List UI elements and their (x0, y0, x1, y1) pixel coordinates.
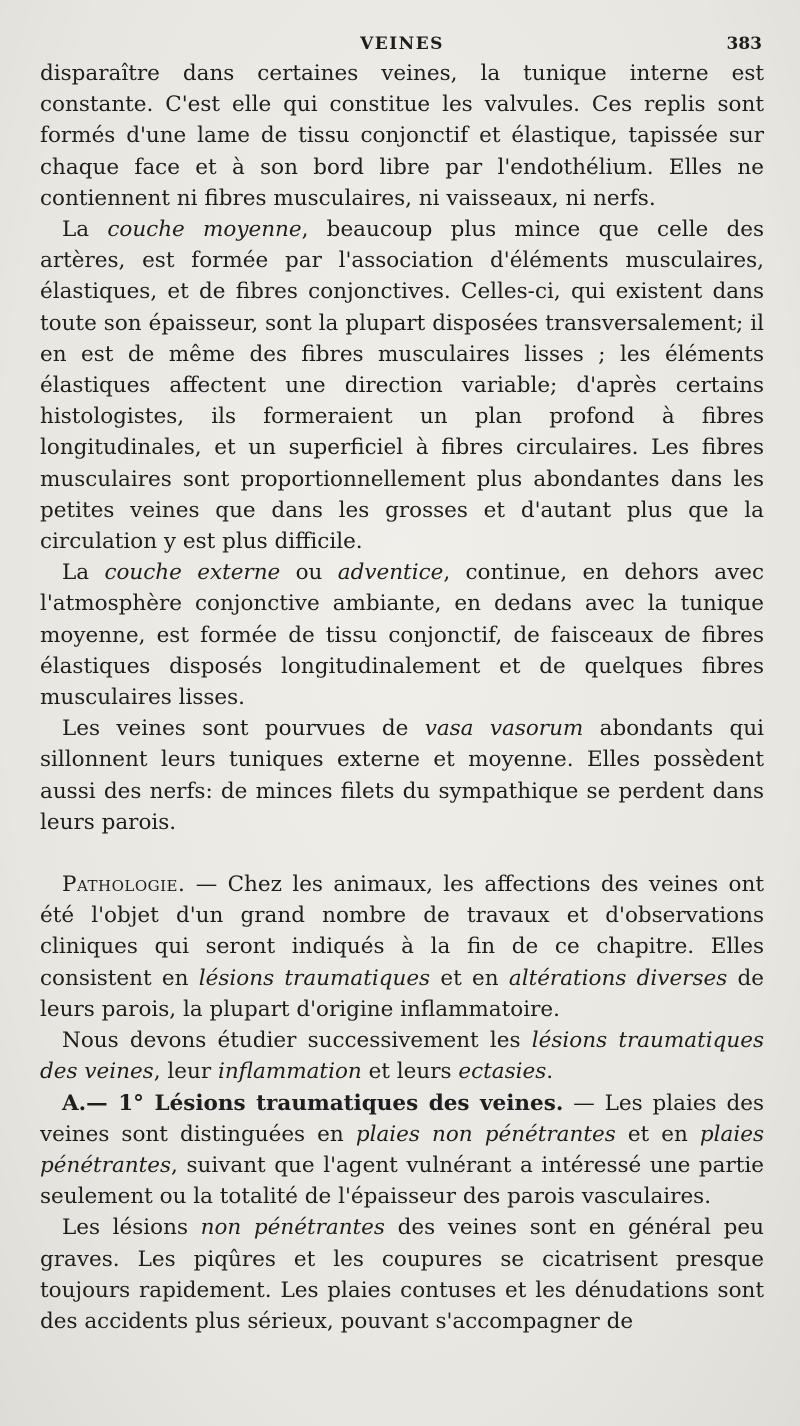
text-run: , beaucoup plus mince que celle des artères, est formée par l'association d'éléments musculaires, élastiques, et de fibres conjonctives. Celles-ci, qui existent dans toute son épaisseur, sont la plupart disposées transversalement; il en est de même des fibres musculaires lisses ; les éléments élastiques affectent une direction variable; d'après certains histologistes, ils formeraient un plan profond à fibres longitudinales, et un superficiel à fibres circulaires. Les fibres musculaires sont proportionnellement plus abondantes dans les petites veines que dans les grosses et d'autant plus que la circulation y est plus difficile. (40, 217, 765, 555)
page-header (40, 28, 764, 58)
paragraph-lesions-traumatiques (40, 1088, 764, 1213)
text-run: et en (430, 965, 509, 991)
paragraph-non-penetrantes (40, 1212, 764, 1337)
text-run: , suivant que l'agent vulnérant a intéressé une partie seulement ou la totalité de l'épaisseur des parois vasculaires. (40, 1152, 764, 1210)
text-run: de leurs parois, la plupart d'origine inflammatoire. (40, 965, 765, 1022)
italic-term: lésions traumatiques des veines (40, 1028, 764, 1085)
paragraph-pathologie (40, 869, 764, 1025)
text-run: Les veines sont pourvues de (62, 716, 425, 742)
paragraph-couche-moyenne (40, 214, 764, 557)
italic-term: vasa vasorum (424, 716, 584, 742)
body-text (40, 58, 764, 1337)
italic-term: non pénétrantes (200, 1215, 385, 1241)
text-run: et en (615, 1121, 700, 1147)
italic-term: plaies pénétrantes (40, 1121, 765, 1178)
subsection-heading: A.— 1° Lésions traumatiques des veines. (62, 1090, 564, 1116)
paragraph-couche-externe (40, 557, 764, 713)
paragraph-1-text: disparaître dans certaines veines, la tunique interne est constante. C'est elle qui constitue les valvules. Ces replis sont formés d'une lame de tissu conjonctif et élastique, tapissée sur chaque face et à son bord libre par l'endothélium. Elles ne contiennent ni fibres musculaires, ni vaisseaux, ni nerfs. (40, 61, 764, 211)
text-run: , continue, en dehors avec l'atmosphère conjonctive ambiante, en dedans avec la tunique moyenne, est formée de tissu conjonctif, de faisceaux de fibres élastiques disposés longitudinalement et de quelques fibres musculaires lisses. (40, 560, 764, 711)
text-run: Nous devons étudier successivement les (62, 1028, 532, 1054)
italic-term: adventice (337, 560, 444, 586)
paragraph-plan (40, 1025, 764, 1087)
text-run: abondants qui sillonnent leurs tuniques externe et moyenne. Elles possèdent aussi des nerfs: de minces filets du sympathique se perdent dans leurs parois. (40, 716, 764, 835)
italic-term: plaies non pénétrantes (355, 1121, 616, 1147)
text-run: , leur (153, 1059, 218, 1085)
text-run: ou (280, 560, 338, 586)
text-run: La (62, 217, 108, 243)
italic-term: couche externe (104, 560, 281, 586)
italic-term: altérations diverses (508, 965, 728, 991)
text-run: La (62, 560, 105, 586)
text-run: — Les plaies des veines sont distinguées en (40, 1090, 764, 1147)
italic-term: lésions traumatiques (198, 965, 431, 991)
text-run: et leurs (361, 1059, 459, 1085)
text-run: — Chez les animaux, les affections des veines ont été l'objet d'un grand nombre de travaux et d'observations cliniques qui seront indiqués à la fin de ce chapitre. Elles consistent en (40, 872, 764, 991)
page-number: 383 (726, 34, 762, 54)
text-run: des veines sont en général peu graves. Les piqûres et les coupures se cicatrisent presque toujours rapidement. Les plaies contuses et les dénudations sont des accidents plus sérieux, pouvant s'accompagner de (40, 1215, 764, 1334)
italic-term: ectasies (458, 1059, 547, 1085)
paragraph-1 (40, 58, 764, 214)
text-run: . (546, 1059, 554, 1085)
paragraph-vasa-vasorum (40, 713, 764, 838)
italic-term: couche moyenne (107, 217, 302, 243)
section-heading: Pathologie. (62, 872, 186, 898)
italic-term: inflammation (217, 1059, 362, 1085)
text-run: Les lésions (62, 1215, 201, 1241)
running-title: VEINES (360, 34, 444, 54)
